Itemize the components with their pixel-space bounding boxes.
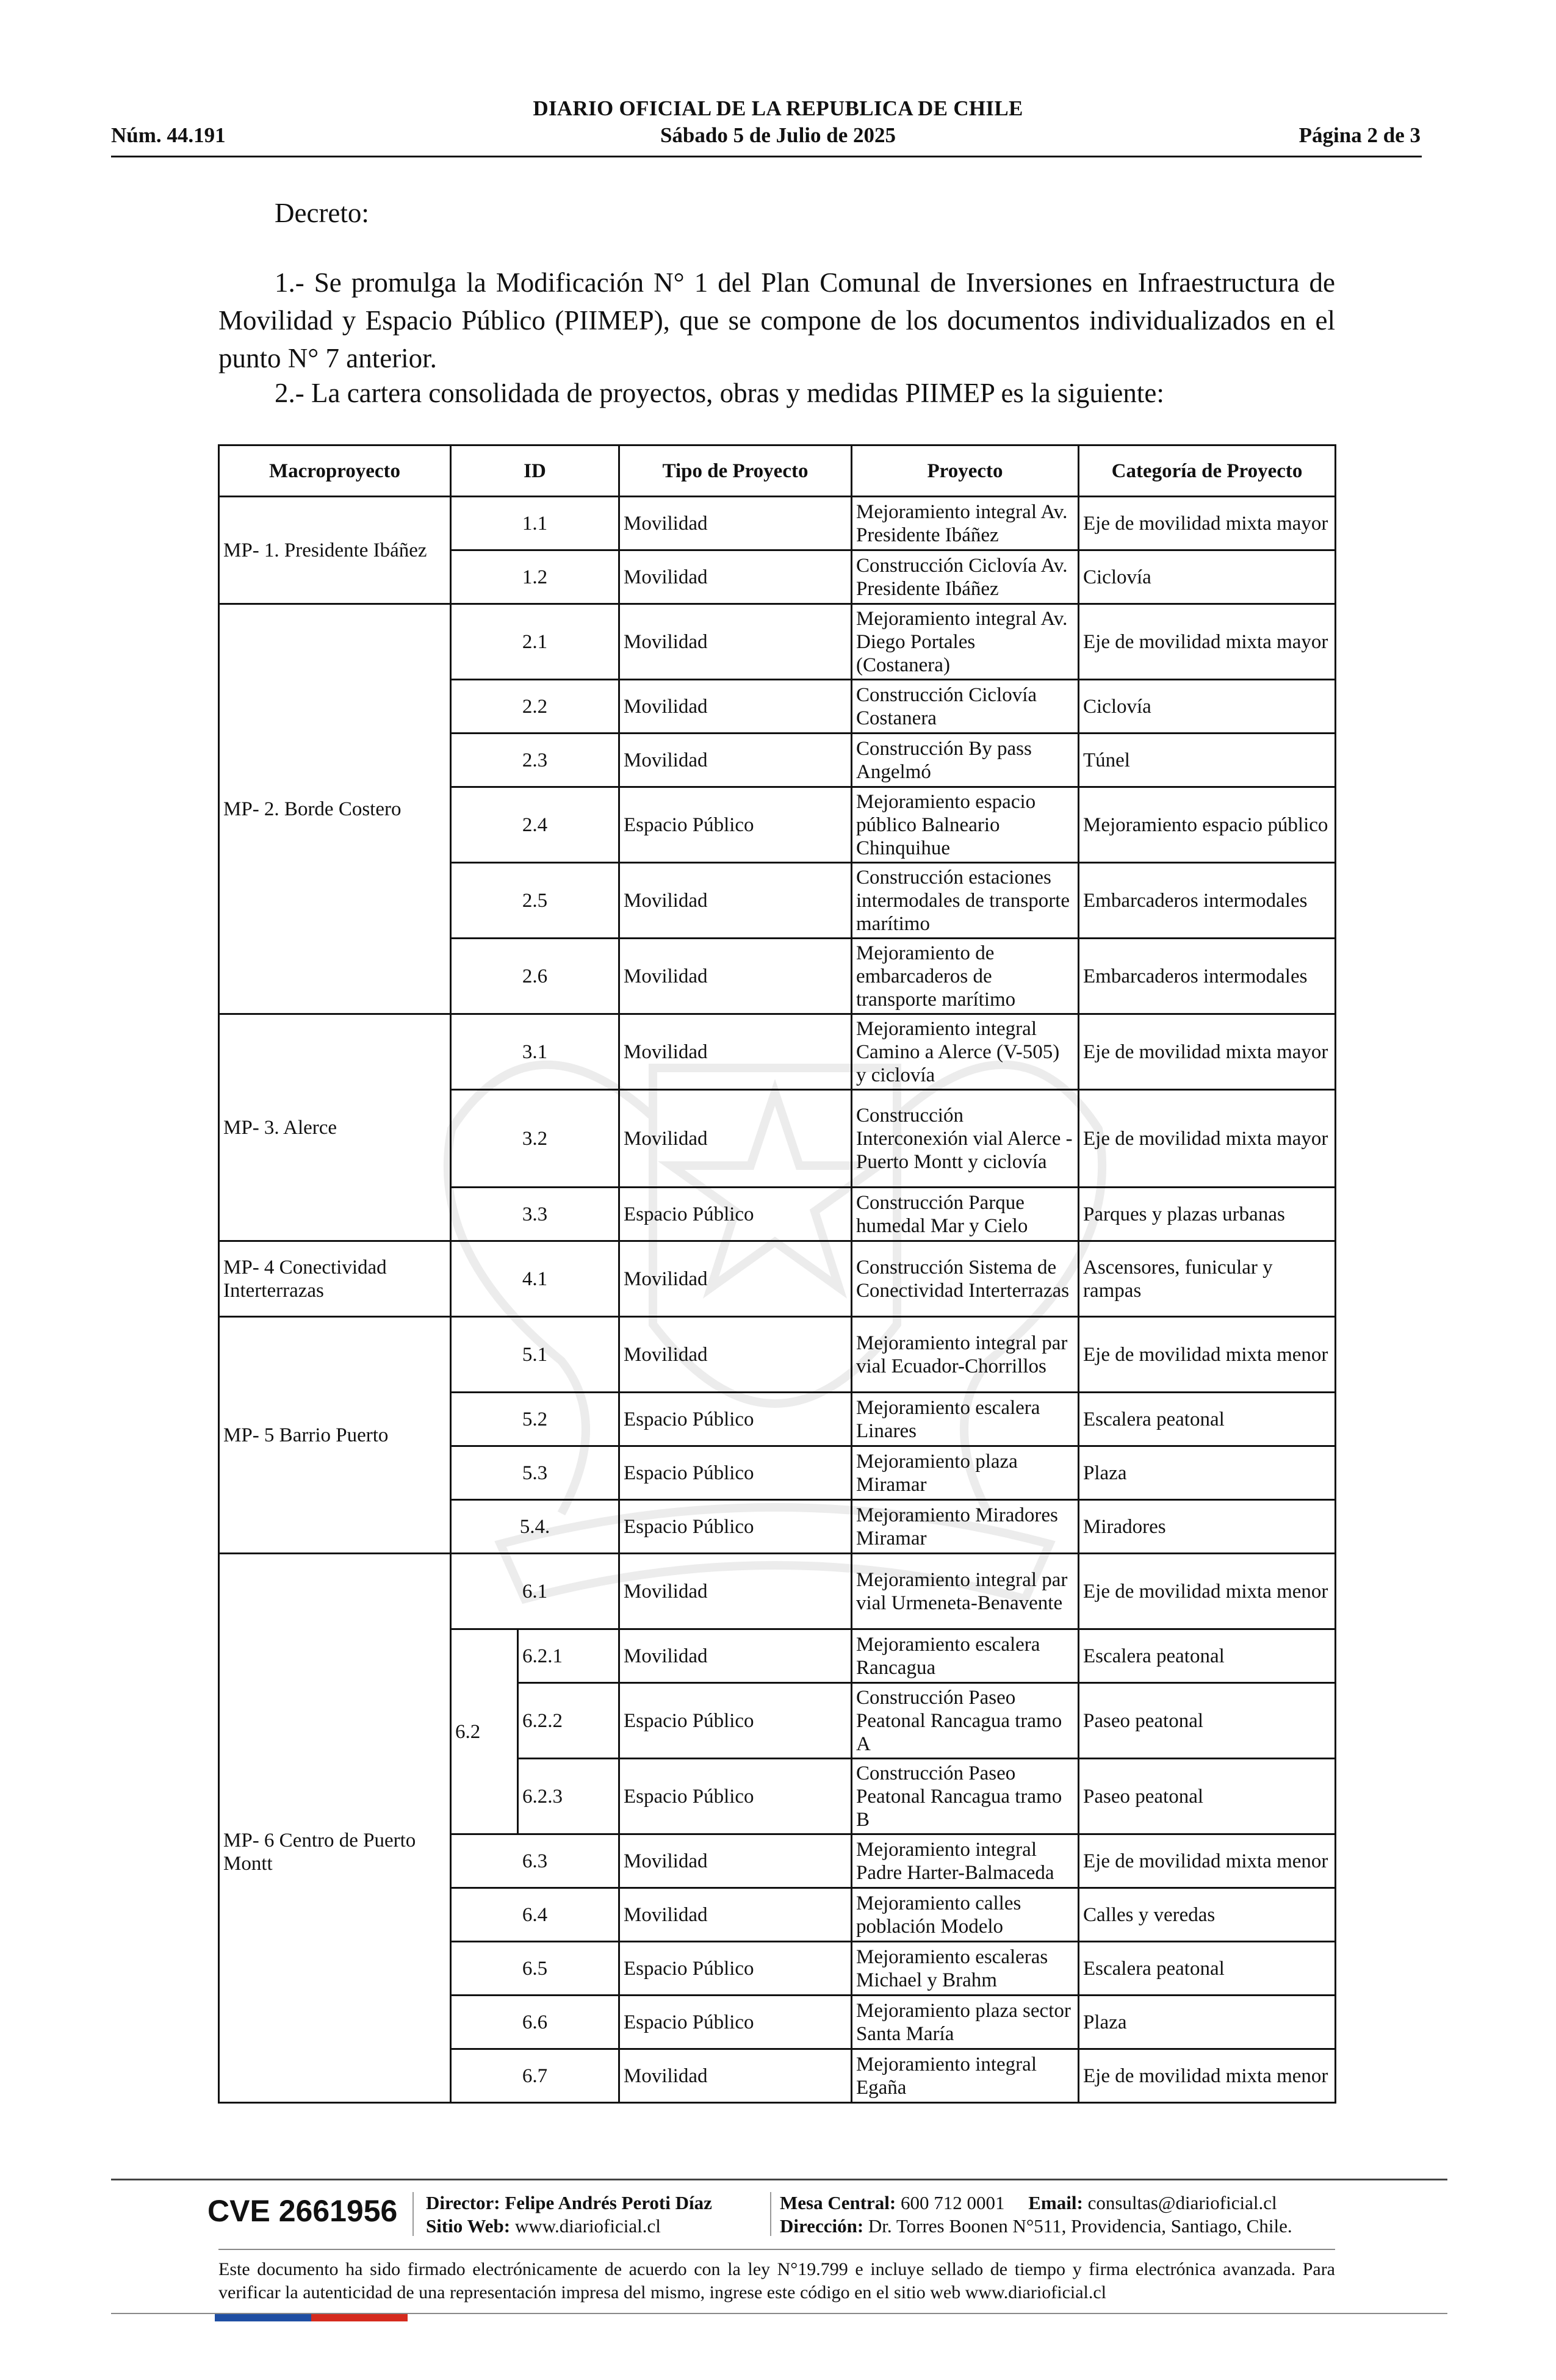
id-cell: 5.2 xyxy=(451,1393,619,1446)
tipo-cell: Movilidad xyxy=(619,1554,852,1629)
categoria-cell: Embarcaderos intermodales xyxy=(1079,939,1336,1014)
id-cell: 4.1 xyxy=(451,1241,619,1317)
tipo-cell: Movilidad xyxy=(619,1090,852,1188)
issue-number: Núm. 44.191 xyxy=(111,123,226,147)
proyecto-cell: Construcción Paseo Peatonal Rancagua tramo B xyxy=(852,1759,1079,1834)
footer-contact xyxy=(780,2192,1277,2214)
macro-cell: MP- 4 Conectividad Interterrazas xyxy=(219,1241,451,1317)
projects-table xyxy=(218,444,1336,2104)
id-cell: 2.3 xyxy=(451,734,619,787)
tipo-cell: Movilidad xyxy=(619,497,852,550)
tipo-cell: Movilidad xyxy=(619,1014,852,1090)
tipo-cell: Movilidad xyxy=(619,550,852,604)
table-row xyxy=(219,1014,1336,1090)
table-row xyxy=(219,497,1336,550)
proyecto-cell: Construcción Parque humedal Mar y Cielo xyxy=(852,1188,1079,1241)
proyecto-cell: Mejoramiento escalera Rancagua xyxy=(852,1629,1079,1683)
tipo-cell: Movilidad xyxy=(619,1834,852,1888)
footer-director xyxy=(426,2192,712,2214)
categoria-cell: Escalera peatonal xyxy=(1079,1393,1336,1446)
tipo-cell: Movilidad xyxy=(619,939,852,1014)
categoria-cell: Eje de movilidad mixta mayor xyxy=(1079,497,1336,550)
tipo-cell: Espacio Público xyxy=(619,1188,852,1241)
categoria-cell: Miradores xyxy=(1079,1500,1336,1554)
tipo-cell: Movilidad xyxy=(619,604,852,680)
proyecto-cell: Construcción Interconexión vial Alerce - Puerto Montt y ciclovía xyxy=(852,1090,1079,1188)
tipo-cell: Movilidad xyxy=(619,1888,852,1942)
id-cell: 1.1 xyxy=(451,497,619,550)
tipo-cell: Espacio Público xyxy=(619,1393,852,1446)
id-cell: 3.1 xyxy=(451,1014,619,1090)
categoria-cell: Plaza xyxy=(1079,1996,1336,2049)
table-row xyxy=(219,604,1336,680)
header-categoria: Categoría de Proyecto xyxy=(1079,445,1336,497)
categoria-cell: Eje de movilidad mixta mayor xyxy=(1079,1014,1336,1090)
table-row xyxy=(219,1317,1336,1393)
id-cell: 6.4 xyxy=(451,1888,619,1942)
id-cell: 6.5 xyxy=(451,1942,619,1996)
decree-heading: Decreto: xyxy=(275,198,369,228)
categoria-cell: Eje de movilidad mixta menor xyxy=(1079,1317,1336,1393)
decree-paragraph-2: 2.- La cartera consolidada de proyectos, obras y medidas PIIMEP es la siguiente: xyxy=(275,378,1164,408)
categoria-cell: Eje de movilidad mixta mayor xyxy=(1079,1090,1336,1188)
email-label: Email: xyxy=(1028,2192,1083,2213)
categoria-cell: Calles y veredas xyxy=(1079,1888,1336,1942)
tipo-cell: Espacio Público xyxy=(619,1500,852,1554)
proyecto-cell: Mejoramiento calles población Modelo xyxy=(852,1888,1079,1942)
categoria-cell: Plaza xyxy=(1079,1446,1336,1500)
page-indicator: Página 2 de 3 xyxy=(1298,123,1421,147)
header-tipo: Tipo de Proyecto xyxy=(619,445,852,497)
macro-cell: MP- 5 Barrio Puerto xyxy=(219,1317,451,1554)
header-divider xyxy=(111,156,1422,157)
proyecto-cell: Mejoramiento integral Av. Diego Portales (Costanera) xyxy=(852,604,1079,680)
id-cell: 5.3 xyxy=(451,1446,619,1500)
address-label: Dirección: xyxy=(780,2215,864,2237)
proyecto-cell: Mejoramiento integral par vial Ecuador-Chorrillos xyxy=(852,1317,1079,1393)
issue-date: Sábado 5 de Julio de 2025 xyxy=(660,123,896,147)
tipo-cell: Movilidad xyxy=(619,1241,852,1317)
id-cell: 5.4. xyxy=(451,1500,619,1554)
tipo-cell: Movilidad xyxy=(619,863,852,939)
flag-stripe-red xyxy=(311,2314,408,2321)
proyecto-cell: Mejoramiento escaleras Michael y Brahm xyxy=(852,1942,1079,1996)
mesa-label: Mesa Central: xyxy=(780,2192,896,2213)
email-link[interactable]: consultas@diarioficial.cl xyxy=(1087,2192,1277,2213)
website-label: Sitio Web: xyxy=(426,2215,511,2237)
categoria-cell: Ciclovía xyxy=(1079,680,1336,734)
proyecto-cell: Mejoramiento espacio público Balneario Chinquihue xyxy=(852,787,1079,863)
website-link[interactable]: www.diarioficial.cl xyxy=(514,2215,661,2237)
categoria-cell: Escalera peatonal xyxy=(1079,1942,1336,1996)
categoria-cell: Ascensores, funicular y rampas xyxy=(1079,1241,1336,1317)
proyecto-cell: Mejoramiento integral par vial Urmeneta-Benavente xyxy=(852,1554,1079,1629)
proyecto-cell: Mejoramiento Miradores Miramar xyxy=(852,1500,1079,1554)
proyecto-cell: Construcción By pass Angelmó xyxy=(852,734,1079,787)
signature-notice: Este documento ha sido firmado electrónicamente de acuerdo con la ley N°19.799 e incluye sellado de tiempo y firma electrónica avanzada. Para verificar la autenticidad de una representación impresa del mismo, ingrese este código en el sitio web www.diarioficial.cl xyxy=(218,2259,1335,2302)
macro-cell: MP- 1. Presidente Ibáñez xyxy=(219,497,451,604)
header-macroproyecto: Macroproyecto xyxy=(219,445,451,497)
categoria-cell: Paseo peatonal xyxy=(1079,1683,1336,1759)
tipo-cell: Movilidad xyxy=(619,680,852,734)
id-cell: 6.7 xyxy=(451,2049,619,2103)
tipo-cell: Espacio Público xyxy=(619,1683,852,1759)
proyecto-cell: Construcción estaciones intermodales de transporte marítimo xyxy=(852,863,1079,939)
id-cell: 6.2.1 xyxy=(518,1629,619,1683)
categoria-cell: Eje de movilidad mixta mayor xyxy=(1079,604,1336,680)
tipo-cell: Movilidad xyxy=(619,1317,852,1393)
id-cell: 2.6 xyxy=(451,939,619,1014)
id-group-cell: 6.2 xyxy=(451,1629,518,1834)
tipo-cell: Espacio Público xyxy=(619,1942,852,1996)
tipo-cell: Espacio Público xyxy=(619,1446,852,1500)
tipo-cell: Espacio Público xyxy=(619,1996,852,2049)
mesa-phone: 600 712 0001 xyxy=(901,2192,1005,2213)
table-header-row xyxy=(219,445,1336,497)
proyecto-cell: Construcción Sistema de Conectividad Interterrazas xyxy=(852,1241,1079,1317)
categoria-cell: Túnel xyxy=(1079,734,1336,787)
proyecto-cell: Mejoramiento integral Av. Presidente Ibáñez xyxy=(852,497,1079,550)
id-cell: 6.6 xyxy=(451,1996,619,2049)
proyecto-cell: Construcción Ciclovía Av. Presidente Ibáñez xyxy=(852,550,1079,604)
id-cell: 2.4 xyxy=(451,787,619,863)
table-row xyxy=(219,1554,1336,1629)
address-text: Dr. Torres Boonen N°511, Providencia, Santiago, Chile. xyxy=(868,2215,1292,2237)
footer-divider-top xyxy=(111,2179,1447,2180)
macro-cell: MP- 2. Borde Costero xyxy=(219,604,451,1014)
categoria-cell: Ciclovía xyxy=(1079,550,1336,604)
footer-separator xyxy=(770,2192,771,2236)
categoria-cell: Parques y plazas urbanas xyxy=(1079,1188,1336,1241)
id-cell: 6.1 xyxy=(451,1554,619,1629)
id-cell: 2.2 xyxy=(451,680,619,734)
footer-divider-mid xyxy=(218,2249,1335,2250)
id-cell: 2.1 xyxy=(451,604,619,680)
director-label: Director: xyxy=(426,2192,500,2213)
proyecto-cell: Mejoramiento integral Padre Harter-Balmaceda xyxy=(852,1834,1079,1888)
proyecto-cell: Mejoramiento escalera Linares xyxy=(852,1393,1079,1446)
proyecto-cell: Construcción Ciclovía Costanera xyxy=(852,680,1079,734)
tipo-cell: Movilidad xyxy=(619,2049,852,2103)
proyecto-cell: Mejoramiento de embarcaderos de transporte marítimo xyxy=(852,939,1079,1014)
id-cell: 2.5 xyxy=(451,863,619,939)
macro-cell: MP- 6 Centro de Puerto Montt xyxy=(219,1554,451,2103)
proyecto-cell: Mejoramiento integral Camino a Alerce (V-505) y ciclovía xyxy=(852,1014,1079,1090)
director-name: Felipe Andrés Peroti Díaz xyxy=(505,2192,712,2213)
id-cell: 5.1 xyxy=(451,1317,619,1393)
id-cell: 6.3 xyxy=(451,1834,619,1888)
id-cell: 3.2 xyxy=(451,1090,619,1188)
tipo-cell: Espacio Público xyxy=(619,787,852,863)
footer-website xyxy=(426,2215,661,2237)
categoria-cell: Eje de movilidad mixta menor xyxy=(1079,1834,1336,1888)
footer-separator xyxy=(412,2192,414,2236)
proyecto-cell: Mejoramiento integral Egaña xyxy=(852,2049,1079,2103)
tipo-cell: Movilidad xyxy=(619,1629,852,1683)
categoria-cell: Eje de movilidad mixta menor xyxy=(1079,2049,1336,2103)
macro-cell: MP- 3. Alerce xyxy=(219,1014,451,1241)
flag-stripe-blue xyxy=(215,2314,311,2321)
header-proyecto: Proyecto xyxy=(852,445,1079,497)
proyecto-cell: Mejoramiento plaza sector Santa María xyxy=(852,1996,1079,2049)
categoria-cell: Embarcaderos intermodales xyxy=(1079,863,1336,939)
categoria-cell: Eje de movilidad mixta menor xyxy=(1079,1554,1336,1629)
id-cell: 3.3 xyxy=(451,1188,619,1241)
categoria-cell: Paseo peatonal xyxy=(1079,1759,1336,1834)
proyecto-cell: Construcción Paseo Peatonal Rancagua tramo A xyxy=(852,1683,1079,1759)
table-row xyxy=(219,1241,1336,1317)
id-cell: 6.2.3 xyxy=(518,1759,619,1834)
footer-address xyxy=(780,2215,1292,2237)
cve-code: CVE 2661956 xyxy=(207,2194,398,2228)
tipo-cell: Espacio Público xyxy=(619,1759,852,1834)
id-cell: 6.2.2 xyxy=(518,1683,619,1759)
newspaper-title: DIARIO OFICIAL DE LA REPUBLICA DE CHILE xyxy=(533,96,1023,120)
categoria-cell: Mejoramiento espacio público xyxy=(1079,787,1336,863)
decree-paragraph-1: 1.- Se promulga la Modificación N° 1 del Plan Comunal de Inversiones en Infraestructura de Movilidad y Espacio Público (PIIMEP), que se compone de los documentos individualizados en el punto N° 7 anterior. xyxy=(218,267,1335,373)
header-id: ID xyxy=(451,445,619,497)
tipo-cell: Movilidad xyxy=(619,734,852,787)
id-cell: 1.2 xyxy=(451,550,619,604)
proyecto-cell: Mejoramiento plaza Miramar xyxy=(852,1446,1079,1500)
categoria-cell: Escalera peatonal xyxy=(1079,1629,1336,1683)
